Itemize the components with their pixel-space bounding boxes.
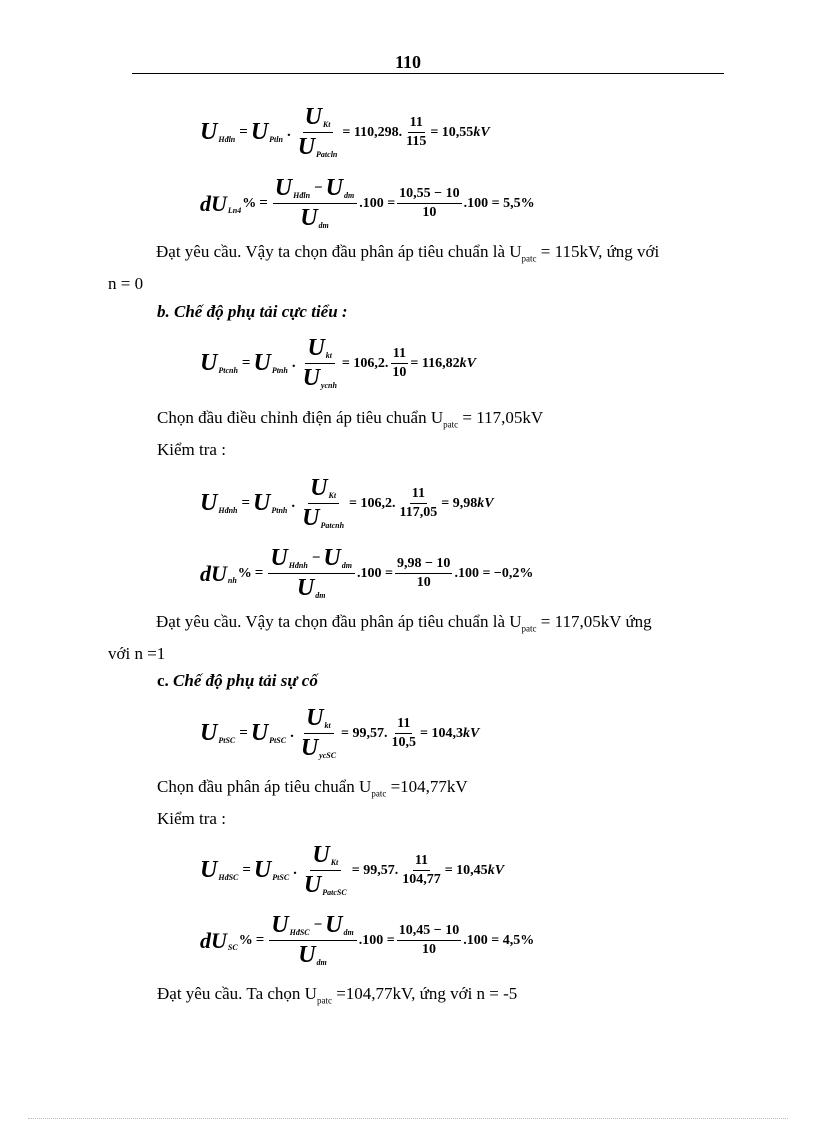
eq6-lhs: U xyxy=(200,720,218,746)
eq5-fraction-2 xyxy=(395,556,452,591)
eq7-frac-num: U xyxy=(312,842,330,868)
eq6-frac2-num: 11 xyxy=(395,716,412,734)
eq6-unit: kV xyxy=(463,725,480,741)
eq5-num-u2: U xyxy=(323,545,341,571)
equation-8: dU SC % = U HđSC − U dm U dm .100 = $\frac{10,45 - 10}{10}$ .100 = 4,5% xyxy=(200,912,535,968)
eq5-mid: .100 = xyxy=(356,565,393,581)
eq7-fraction xyxy=(302,842,350,899)
eq2-fraction xyxy=(273,175,357,232)
eq6-rhs-sub: PtSC xyxy=(269,736,287,745)
paragraph-3-line2: với n =1 xyxy=(108,644,166,664)
eq4-frac-den: U xyxy=(302,505,320,531)
paragraph-3-sub: patc xyxy=(521,623,537,634)
eq8-minus: − xyxy=(313,917,323,933)
eq2-lhs-sub: Ln4 xyxy=(227,206,242,215)
paragraph-2 xyxy=(157,405,543,437)
eq7-frac2-num: 11 xyxy=(413,853,430,871)
eq5-den: U xyxy=(296,575,315,601)
page-number: 110 xyxy=(394,52,421,72)
eq7-frac-den: U xyxy=(303,872,322,898)
paragraph-4 xyxy=(157,774,468,806)
eq1-frac-den-sub: Patcln xyxy=(316,150,338,159)
eq1-unit: kV xyxy=(473,124,490,140)
eq4-rhs-sub: Ptnh xyxy=(271,506,288,515)
eq3-unit: kV xyxy=(459,355,476,371)
eq3-frac-den-sub: ycnh xyxy=(320,381,337,390)
section-b-heading: b. Chế độ phụ tải cực tiểu : xyxy=(157,302,348,321)
eq4-rhs: U xyxy=(253,490,271,516)
eq1-fraction xyxy=(296,104,341,161)
paragraph-5-text: Đạt yêu cầu. Ta chọn U xyxy=(157,984,317,1003)
eq3-rhs: U xyxy=(253,350,271,376)
eq2-num-u2: U xyxy=(325,175,343,201)
eq2-num-u1-sub: Hđln xyxy=(293,191,311,200)
eq8-num-u1: U xyxy=(271,912,289,938)
eq2-lhs: dU xyxy=(200,190,227,216)
eq7-frac2-den: 104,77 xyxy=(402,872,441,887)
eq4-frac2-num: 11 xyxy=(410,486,427,504)
eq6-fraction-2 xyxy=(390,716,419,751)
eq4-frac-num: U xyxy=(310,475,328,501)
eq3-mid: = 106,2. xyxy=(341,355,389,371)
paragraph-2-rest: = 117,05kV xyxy=(458,408,544,427)
eq2-den: U xyxy=(300,205,318,231)
eq5-lhs: dU xyxy=(200,560,227,586)
eq8-frac2-num: 10,45 − 10 xyxy=(397,923,461,941)
eq2-fraction-2 xyxy=(397,186,461,221)
eq4-result: = 9,98 xyxy=(441,495,478,511)
eq6-fraction xyxy=(299,705,339,762)
kiem-tra-2: Kiểm tra : xyxy=(157,809,226,828)
eq6-frac-num-sub: kt xyxy=(324,721,331,730)
eq7-frac-den-sub: PatcSC xyxy=(322,888,347,897)
eq8-num-u2: U xyxy=(325,912,343,938)
eq8-den: U xyxy=(298,942,316,968)
eq2-result: .100 = 5,5% xyxy=(463,195,535,211)
equation-1: U Hđln = U Ptln . U Kt U Patcln = 110,298. $\frac{11}{115}$ = 10,55 kV xyxy=(200,104,490,160)
eq7-fraction-2 xyxy=(400,853,443,888)
eq4-frac-den-sub: Patcnh xyxy=(320,521,345,530)
eq7-rhs-sub: PtSC xyxy=(272,873,290,882)
eq6-rhs: U xyxy=(250,720,269,746)
equation-6: U PtSC = U PtSC . U kt U ycSC = 99,57. $\frac{11}{10,5}$ = 104,3 kV xyxy=(200,705,480,761)
eq4-lhs-sub: Hđnh xyxy=(218,506,238,515)
eq7-unit: kV xyxy=(487,862,505,878)
eq4-frac-num-sub: Kt xyxy=(328,491,337,500)
paragraph-3 xyxy=(108,609,724,667)
paragraph-5-rest: =104,77kV, ứng với n = -5 xyxy=(331,984,518,1003)
paragraph-3-rest: = 117,05kV ứng xyxy=(536,612,652,631)
eq5-num-u1-sub: Hđnh xyxy=(288,561,308,570)
equation-5: dU nh % = U Hđnh − U dm U dm .100 = $\frac{9,98 - 10}{10}$ .100 = −0,2% xyxy=(200,545,534,601)
eq1-frac2-num: 11 xyxy=(408,115,425,133)
eq2-frac2-den: 10 xyxy=(422,205,437,220)
eq2-den-sub: dm xyxy=(318,221,329,230)
equation-7: U HđSC = U PtSC . U Kt U PatcSC = 99,57. $\frac{11}{104,77}$ = 10,45 kV xyxy=(200,842,505,898)
paragraph-1-rest: = 115kV, ứng với xyxy=(536,242,660,261)
paragraph-1 xyxy=(108,239,724,297)
eq3-frac-num: U xyxy=(307,335,325,361)
eq2-minus: − xyxy=(314,180,323,196)
eq6-mid: = 99,57. xyxy=(341,725,388,741)
eq8-num-u2-sub: dm xyxy=(343,928,354,937)
eq1-lhs: U xyxy=(200,119,218,145)
eq8-result: .100 = 4,5% xyxy=(463,932,535,948)
section-c-text: Chế độ phụ tải sự cố xyxy=(173,671,318,690)
paragraph-2-sub: patc xyxy=(443,419,459,430)
eq8-num-u1-sub: HđSC xyxy=(289,928,310,937)
eq2-num-u1: U xyxy=(274,175,293,201)
paragraph-4-rest: =104,77kV xyxy=(386,777,468,796)
eq4-lhs: U xyxy=(200,490,218,516)
equation-3: U Ptcnh = U Ptnh . U kt U ycnh = 106,2. $\frac{11}{10}$ = 116,82 kV xyxy=(200,335,476,391)
eq1-frac-num: U xyxy=(304,104,322,130)
eq2-num-u2-sub: dm xyxy=(343,191,355,200)
eq1-fraction-2 xyxy=(404,115,428,150)
eq6-frac-den-sub: ycSC xyxy=(319,751,337,760)
eq1-frac-den: U xyxy=(297,134,316,160)
eq6-result: = 104,3 xyxy=(420,725,464,741)
eq6-frac2-den: 10,5 xyxy=(391,735,417,750)
eq7-lhs: U xyxy=(200,857,218,883)
section-c-label: c. xyxy=(157,671,169,690)
header-rule xyxy=(132,73,724,74)
eq4-mid: = 106,2. xyxy=(349,495,396,511)
eq7-lhs-sub: HđSC xyxy=(218,873,239,882)
eq5-pct: % xyxy=(237,565,252,581)
eq5-fraction xyxy=(268,545,355,602)
eq5-lhs-sub: nh xyxy=(227,576,237,585)
eq8-fraction xyxy=(269,912,357,969)
eq3-fraction xyxy=(301,335,340,392)
eq3-frac2-num: 11 xyxy=(391,346,408,364)
eq7-mid: = 99,57. xyxy=(351,862,399,878)
eq5-result: .100 = −0,2% xyxy=(454,565,534,581)
paragraph-4-sub: patc xyxy=(371,788,387,799)
kiem-tra-1: Kiểm tra : xyxy=(157,440,226,459)
eq1-result: = 10,55 xyxy=(430,124,474,140)
eq4-unit: kV xyxy=(477,495,494,511)
eq4-fraction-2 xyxy=(398,486,440,521)
eq7-frac-num-sub: Kt xyxy=(330,858,339,867)
eq8-pct: % xyxy=(238,932,253,948)
bottom-border xyxy=(28,1118,788,1119)
eq2-mid: .100 = xyxy=(359,195,396,211)
paragraph-2-text: Chọn đầu điều chỉnh điện áp tiêu chuẩn U xyxy=(157,408,444,427)
eq1-rhs-sub: Ptln xyxy=(269,135,283,144)
paragraph-1-sub: patc xyxy=(521,253,537,264)
eq8-fraction-2 xyxy=(397,923,461,958)
paragraph-3-text: Đạt yêu cầu. Vậy ta chọn đầu phân áp tiêu chuẩn là U xyxy=(156,612,522,631)
eq5-frac2-den: 10 xyxy=(416,575,431,590)
eq7-result: = 10,45 xyxy=(444,862,488,878)
eq3-lhs: U xyxy=(200,350,218,376)
eq5-minus: − xyxy=(311,550,321,566)
eq2-frac2-num: 10,55 − 10 xyxy=(397,186,461,204)
eq1-rhs: U xyxy=(250,119,269,145)
paragraph-5-sub: patc xyxy=(316,995,332,1006)
eq3-lhs-sub: Ptcnh xyxy=(218,366,238,375)
eq5-num-u2-sub: dm xyxy=(341,561,352,570)
eq3-frac-num-sub: kt xyxy=(325,351,333,360)
paragraph-1-line2: n = 0 xyxy=(108,274,144,294)
eq6-frac-den: U xyxy=(300,735,319,761)
eq2-pct: % xyxy=(242,195,257,211)
equation-4: U Hđnh = U Ptnh . U Kt U Patcnh = 106,2. $\frac{11}{117,05}$ = 9,98 kV xyxy=(200,475,494,531)
eq4-frac2-den: 117,05 xyxy=(399,505,438,520)
eq8-mid: .100 = xyxy=(358,932,395,948)
eq7-rhs: U xyxy=(253,857,272,883)
eq4-fraction xyxy=(300,475,347,532)
eq6-frac-num: U xyxy=(306,705,324,731)
eq1-frac-num-sub: Kt xyxy=(322,120,331,129)
equation-2: dU Ln4 % = U Hđln − U dm U dm .100 = $\frac{10,55 - 10}{10}$ .100 = 5,5% xyxy=(200,175,535,231)
eq1-frac2-den: 115 xyxy=(406,134,427,149)
eq8-lhs-sub: SC xyxy=(227,943,238,952)
section-c-heading xyxy=(157,671,318,691)
eq3-result: = 116,82 xyxy=(410,355,460,371)
eq3-fraction-2 xyxy=(390,346,408,381)
paragraph-1-text: Đạt yêu cầu. Vậy ta chọn đầu phân áp tiêu chuẩn là U xyxy=(156,242,522,261)
eq5-den-sub: dm xyxy=(315,591,326,600)
eq1-lhs-sub: Hđln xyxy=(218,135,236,144)
eq3-rhs-sub: Ptnh xyxy=(271,366,288,375)
eq5-frac2-num: 9,98 − 10 xyxy=(395,556,452,574)
eq8-den-sub: dm xyxy=(316,958,327,967)
eq8-lhs: dU xyxy=(200,927,227,953)
eq6-lhs-sub: PtSC xyxy=(218,736,236,745)
eq3-frac-den: U xyxy=(302,365,320,391)
eq5-num-u1: U xyxy=(270,545,288,571)
eq3-frac2-den: 10 xyxy=(392,365,407,380)
paragraph-4-text: Chọn đầu phân áp tiêu chuẩn U xyxy=(157,777,372,796)
eq8-frac2-den: 10 xyxy=(421,942,436,957)
eq1-mid: = 110,298. xyxy=(342,124,403,140)
paragraph-5 xyxy=(157,981,517,1013)
